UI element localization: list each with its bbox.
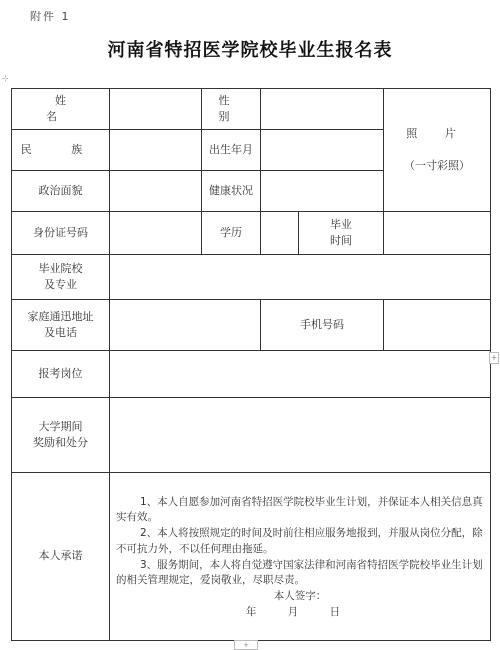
awards-label: 大学期间 奖励和处分 (12, 398, 110, 473)
political-field[interactable] (110, 171, 202, 212)
grad-time-field[interactable] (384, 212, 491, 255)
school-field[interactable] (110, 255, 491, 300)
awards-field[interactable] (110, 398, 491, 473)
add-row-icon[interactable]: + (490, 353, 498, 362)
position-label: 报考岗位 (12, 351, 110, 398)
row-name-gender (12, 89, 491, 130)
attachment-label: 附件 1 (30, 10, 71, 23)
address-field[interactable] (110, 300, 261, 351)
pledge-text (110, 473, 491, 641)
pledge-item-2: 2、本人将按照规定的时间及时前往相应服务地报到，并服从岗位分配，除不可抗力外，不以任何理由拖延。 (116, 527, 483, 555)
address-label: 家庭通迅地址 及电话 (12, 300, 110, 351)
health-field[interactable] (261, 171, 384, 212)
row-address-mobile (12, 300, 491, 351)
political-label: 政治面貌 (12, 171, 110, 212)
school-label: 毕业院校 及专业 (12, 255, 110, 300)
row-school (12, 255, 491, 300)
photo-cell[interactable] (384, 89, 491, 212)
gender-field[interactable] (261, 89, 384, 130)
birth-label: 出生年月 (202, 130, 261, 171)
education-label: 学历 (202, 212, 261, 255)
table-move-handle-icon[interactable]: ⊹ (2, 74, 9, 83)
grad-time-label: 毕业 时间 (299, 212, 384, 255)
pledge-item-3: 3、服务期间，本人将自觉遵守国家法律和河南省特招医学院校毕业生计划的相关管理规定，爱岗敬业，尽职尽责。 (116, 558, 483, 587)
birth-field[interactable] (261, 130, 384, 171)
gender-label: 性 别 (202, 89, 261, 130)
health-label: 健康状况 (202, 171, 261, 212)
add-column-icon[interactable]: + (234, 640, 258, 650)
ethnicity-field[interactable] (110, 130, 202, 171)
row-position (12, 351, 491, 398)
signature-label: 本人签字： (273, 590, 327, 602)
position-field[interactable] (110, 351, 491, 398)
photo-label: 照 片 (406, 126, 468, 140)
mobile-label: 手机号码 (261, 300, 384, 351)
pledge-label: 本人承诺 (12, 473, 110, 641)
row-id-education (12, 212, 491, 255)
registration-form-table (11, 88, 491, 641)
form-title: 河南省特招医学院校毕业生报名表 (107, 40, 393, 61)
row-pledge (12, 473, 491, 641)
photo-note: （一寸彩照） (404, 159, 470, 172)
ethnicity-label: 民 族 (12, 130, 110, 171)
id-field[interactable] (110, 212, 202, 255)
row-awards (12, 398, 491, 473)
education-field[interactable] (261, 212, 299, 255)
pledge-item-1: 1、本人自愿参加河南省特招医学院校毕业生计划，并保证本人相关信息真实有效。 (116, 495, 483, 524)
name-label: 姓 名 (12, 89, 110, 130)
mobile-field[interactable] (384, 300, 491, 351)
name-field[interactable] (110, 89, 202, 130)
signature-date: 年 月 日 (245, 605, 355, 618)
id-label: 身份证号码 (12, 212, 110, 255)
